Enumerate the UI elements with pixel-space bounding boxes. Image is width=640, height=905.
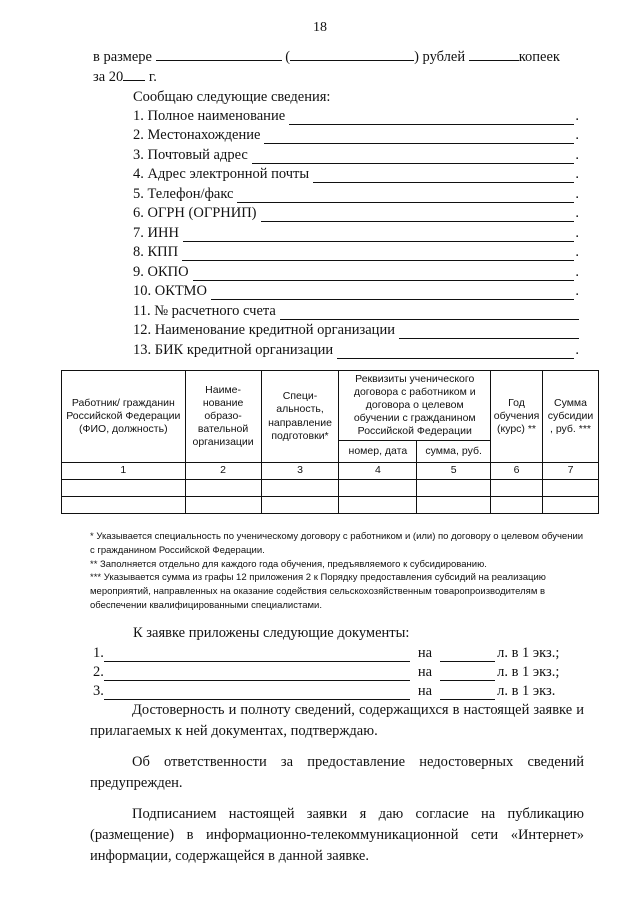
field-ogrn[interactable] [133, 205, 579, 222]
table-cell[interactable] [491, 497, 543, 514]
field-postal-address[interactable] [133, 147, 579, 164]
footnote-1: * Указывается специальность по ученическому договору с работником и (или) по договору о целевом обучении с гражданином Российской Федерации. [90, 531, 584, 556]
field-full-name[interactable] [133, 108, 579, 125]
field-label: 11. № расчетного счета [133, 303, 276, 319]
doc-on-label: на [417, 645, 433, 661]
field-fill[interactable] [313, 168, 574, 183]
col-specialty-header: Специ-альность, направление подготовки* [261, 371, 339, 463]
field-bank-bik[interactable] [133, 342, 579, 359]
year-suffix: г. [148, 69, 157, 85]
table-cell[interactable] [185, 497, 261, 514]
col-contract-header: Реквизиты ученического договора с работником и договора о целевом обучении с гражданином Российской Федерации [339, 371, 491, 441]
amount-line [93, 48, 560, 66]
employee-table [61, 370, 599, 514]
field-fill[interactable] [252, 149, 575, 164]
field-label: 2. Местонахождение [133, 127, 261, 143]
table-cell[interactable] [339, 497, 417, 514]
column-number: 4 [339, 463, 417, 480]
table-cell[interactable] [417, 480, 491, 497]
responsibility-paragraph: Об ответственности за предоставление недостоверных сведений предупрежден. [90, 754, 584, 792]
table-cell[interactable] [185, 480, 261, 497]
field-label: 8. КПП [133, 244, 179, 260]
confirm-paragraph: Достоверность и полноту сведений, содержащихся в настоящей заявке и прилагаемых к ней документах, подтверждаю. [90, 702, 584, 740]
amount-words-blank[interactable] [290, 48, 414, 61]
footnotes [90, 530, 590, 613]
field-end: . [575, 244, 579, 260]
column-number: 2 [185, 463, 261, 480]
field-fill[interactable] [280, 305, 579, 320]
col-contract-number-header: номер, дата [339, 441, 417, 463]
field-fill[interactable] [211, 285, 574, 300]
footnote-2: ** Заполняется отдельно для каждого года обучения, предъявляемого к субсидированию. [90, 558, 487, 570]
field-fill[interactable] [183, 227, 574, 242]
doc-copies-label: л. в 1 экз.; [497, 664, 560, 680]
doc-on-label: на [417, 683, 433, 699]
table-row[interactable] [62, 480, 599, 497]
field-fill[interactable] [193, 266, 575, 281]
field-end: . [575, 342, 579, 358]
table-cell[interactable] [417, 497, 491, 514]
field-label: 12. Наименование кредитной организации [133, 322, 395, 338]
column-number: 3 [261, 463, 339, 480]
column-numbers-row [62, 463, 599, 480]
attached-title: К заявке приложены следующие документы: [133, 625, 410, 641]
field-end: . [575, 127, 579, 143]
amount-blank[interactable] [156, 48, 282, 61]
col-year-header: Год обучения (курс) ** [491, 371, 543, 463]
table-cell[interactable] [62, 480, 186, 497]
field-fill[interactable] [399, 324, 579, 339]
field-label: 4. Адрес электронной почты [133, 166, 310, 182]
field-inn[interactable] [133, 225, 579, 242]
table-cell[interactable] [543, 497, 599, 514]
table-cell[interactable] [261, 497, 339, 514]
amount-open-paren: ( [285, 49, 291, 65]
amount-prefix: в размере [93, 49, 152, 65]
table-cell[interactable] [543, 480, 599, 497]
field-fill[interactable] [261, 207, 575, 222]
field-end: . [575, 166, 579, 182]
field-end: . [575, 225, 579, 241]
kopecks-blank[interactable] [469, 48, 519, 61]
doc-number: 1. [93, 645, 104, 661]
field-fill[interactable] [289, 110, 574, 125]
doc-number: 2. [93, 664, 104, 680]
field-end: . [575, 186, 579, 202]
col-subsidy-header: Сумма субсидии , руб. *** [543, 371, 599, 463]
field-label: 9. ОКПО [133, 264, 189, 280]
doc-pages-fill[interactable] [440, 647, 495, 662]
kopecks-label: копеек [518, 49, 560, 65]
field-label: 10. ОКТМО [133, 283, 207, 299]
field-kpp[interactable] [133, 244, 579, 261]
col-institution-header: Наиме-нование образо-вательной организации [185, 371, 261, 463]
field-oktmo[interactable] [133, 283, 579, 300]
field-okpo[interactable] [133, 264, 579, 281]
year-blank[interactable] [123, 68, 145, 81]
field-phone-fax[interactable] [133, 186, 579, 203]
field-end: . [575, 205, 579, 221]
field-account-number[interactable] [133, 303, 579, 320]
table-cell[interactable] [339, 480, 417, 497]
doc-row-1[interactable] [93, 645, 559, 662]
field-label: 13. БИК кредитной организации [133, 342, 334, 358]
year-line [93, 68, 157, 86]
intro-text: Сообщаю следующие сведения: [133, 89, 331, 105]
table-cell[interactable] [261, 480, 339, 497]
field-end: . [575, 283, 579, 299]
doc-copies-label: л. в 1 экз.; [497, 645, 560, 661]
column-number: 6 [491, 463, 543, 480]
field-end: . [575, 108, 579, 124]
field-fill[interactable] [337, 344, 574, 359]
consent-paragraph: Подписанием настоящей заявки я даю согласие на публикацию (размещение) в информационно-телекоммуникационной сети «Интернет» информации, содержащейся в данной заявке. [90, 806, 584, 865]
col-contract-sum-header: сумма, руб. [417, 441, 491, 463]
column-number: 7 [543, 463, 599, 480]
field-fill[interactable] [182, 246, 574, 261]
field-end: . [575, 264, 579, 280]
field-end: . [575, 147, 579, 163]
declaration-block [90, 700, 584, 867]
field-label: 1. Полное наименование [133, 108, 286, 124]
doc-copies-label: л. в 1 экз. [497, 683, 556, 699]
doc-pages-fill[interactable] [440, 685, 495, 700]
doc-name-fill[interactable] [104, 685, 410, 700]
col-employee-header: Работник/ гражданин Российской Федерации (ФИО, должность) [62, 371, 186, 463]
footnote-3: *** Указывается сумма из графы 12 приложения 2 к Порядку предоставления субсидий на реализацию мероприятий, направленных на оказание содействия сельскохозяйственным товаропроизводителям в обеспечении квалифицированными специалистами. [90, 572, 546, 611]
doc-pages-fill[interactable] [440, 666, 495, 681]
table-cell[interactable] [62, 497, 186, 514]
amount-rubles-label: ) рублей [414, 49, 466, 65]
doc-name-fill[interactable] [104, 666, 410, 681]
doc-row-2[interactable] [93, 664, 559, 681]
column-number: 5 [417, 463, 491, 480]
doc-number: 3. [93, 683, 104, 699]
field-fill[interactable] [264, 129, 574, 144]
year-prefix: за 20 [93, 69, 124, 85]
field-location[interactable] [133, 127, 579, 144]
field-fill[interactable] [237, 188, 574, 203]
field-label: 7. ИНН [133, 225, 179, 241]
field-label: 3. Почтовый адрес [133, 147, 248, 163]
doc-on-label: на [417, 664, 433, 680]
field-label: 5. Телефон/факс [133, 186, 234, 202]
table-row[interactable] [62, 497, 599, 514]
field-label: 6. ОГРН (ОГРНИП) [133, 205, 257, 221]
field-email[interactable] [133, 166, 579, 183]
column-number: 1 [62, 463, 186, 480]
table-cell[interactable] [491, 480, 543, 497]
doc-name-fill[interactable] [104, 647, 410, 662]
doc-row-3[interactable] [93, 683, 555, 700]
page-number: 18 [313, 20, 327, 35]
field-bank-name[interactable] [133, 322, 579, 339]
